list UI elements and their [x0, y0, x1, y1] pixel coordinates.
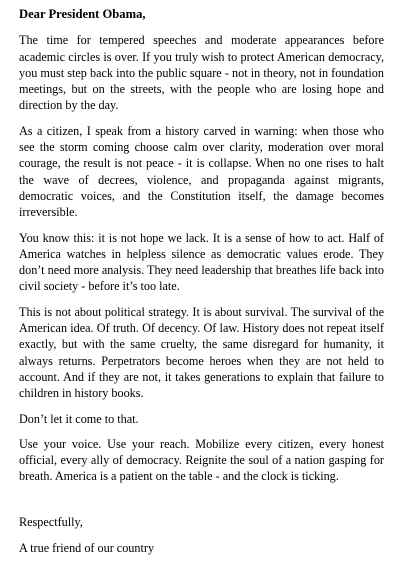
letter-closing: Respectfully,: [19, 514, 83, 529]
letter-signature: A true friend of our country: [19, 541, 155, 556]
letter-paragraph-1: The time for tempered speeches and moderate appearances before academic circles is over. If you truly wish to protect American democracy, you must step back into the public square - not in theory, not in foundation meetings, but on the streets, with the people who are losing hope and direction by the day.: [19, 33, 384, 113]
letter-paragraph-4: This is not about political strategy. It is about survival. The survival of the American idea. Of truth. Of decency. Of law. History does not repeat itself exactly, but with the same cruelty, the same disregard for humanity, it always returns. Perpetrators become heroes when they are not held to account. And if they are not, it takes generations to explain that failure to children in history books.: [19, 304, 384, 401]
letter-paragraph-6: Use your voice. Use your reach. Mobilize every citizen, every honest official, every ally of democracy. Reignite the soul of a nation gasping for breath. America is a patient on the table - and the clock is ticking.: [19, 436, 384, 484]
letter-paragraph-3: You know this: it is not hope we lack. It is a sense of how to act. Half of America watches in helpless silence as democratic values erode. They don’t need more analysis. They need leadership that breathes life back into civil society - before it’s too late.: [19, 230, 384, 294]
closing-block: [19, 514, 384, 557]
letter-paragraph-5: Don’t let it come to that.: [19, 411, 139, 426]
letter-paragraph-2: As a citizen, I speak from a history carved in warning: when those who see the storm coming choose calm over clarity, moderation over moral courage, the result is not peace - it is collapse. When no one rises to halt the wave of decrees, violence, and propaganda against migrants, democratic voices, and the Constitution itself, the damage becomes irreversible.: [19, 123, 384, 220]
letter-greeting: Dear President Obama,: [19, 7, 146, 21]
